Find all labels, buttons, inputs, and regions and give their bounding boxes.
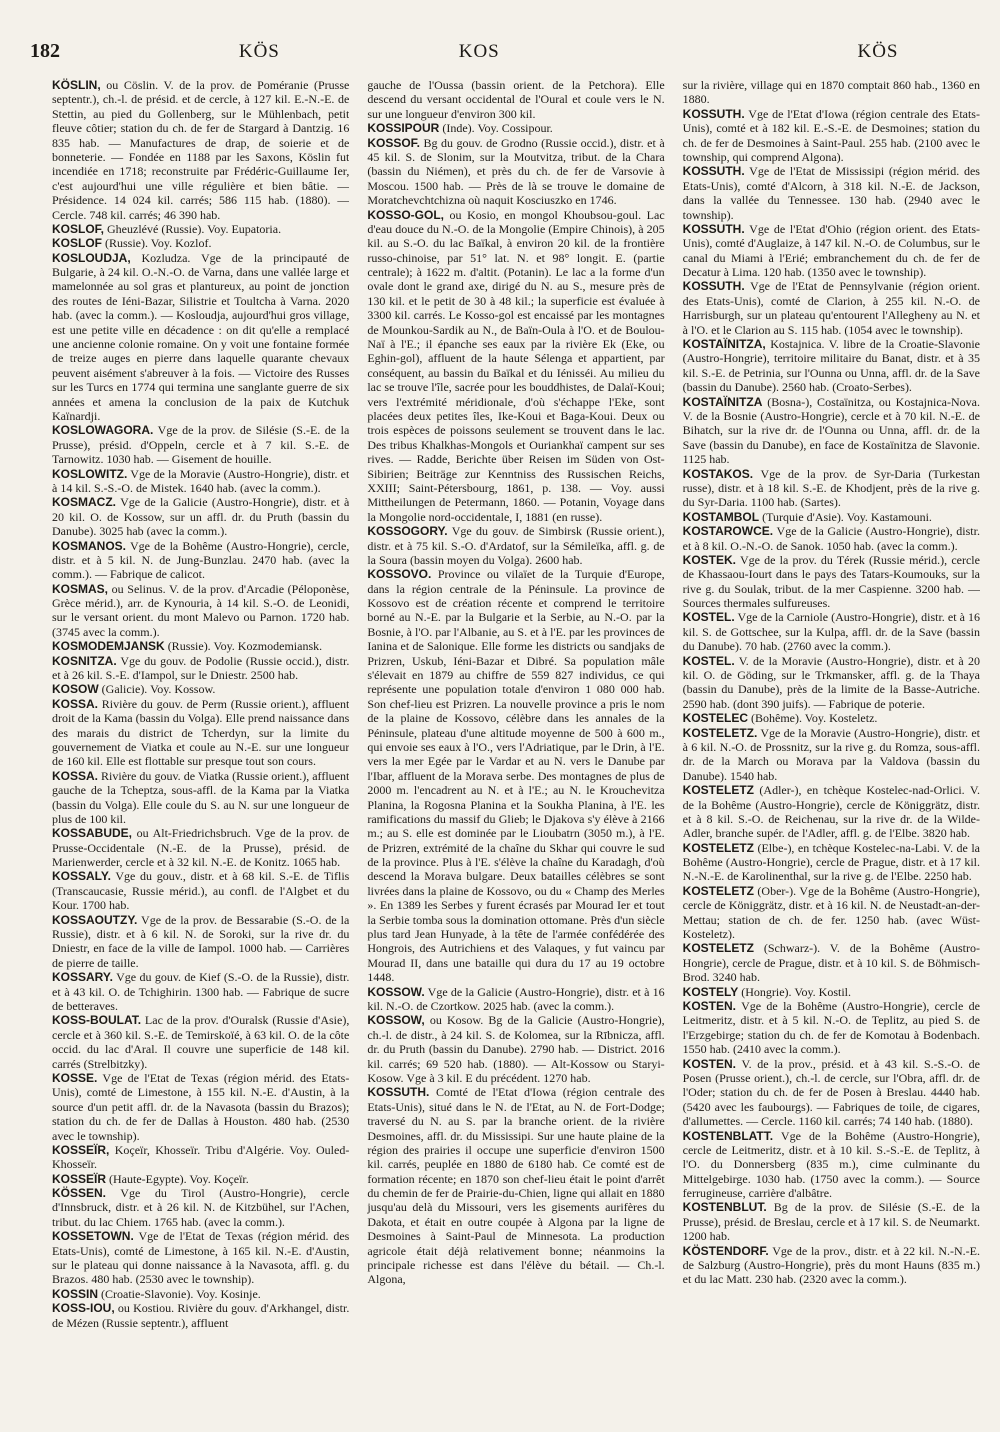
entry-headword: KOSSARY. [52, 970, 113, 985]
entry-headword: KOSSOW, [367, 1013, 425, 1028]
dictionary-entry [683, 524, 980, 553]
entry-headword: KOSLOF [52, 236, 102, 251]
entry-text: (Bosna-), Costaïnitza, ou Kostajnica-Nova. V. de la Bosnie (Austro-Hongrie), cercle et à 70 kil. N.-E. de Bihatch, sur la rive dr. de l'Ounna ou Unna, affl. dr. de la Save (bassin du Danube), en face de Kostaïnitza de Slavonie. 1125 hab. [682, 394, 980, 467]
dictionary-entry [683, 222, 980, 280]
dictionary-entry [683, 279, 980, 337]
entry-text: Vge du gouv. de Kief (S.-O. de la Russie), distr. et à 43 kil. O. de Tchighirin. 1300 hab. — Fabrique de sucre de betteraves. [52, 970, 350, 1013]
entry-text: Vge de l'Etat d'Ohio (région orient. des Etats-Unis), comté d'Auglaize, à 147 kil. N.-O. de Columbus, sur le canal du Miami à l'Erié; embranchement du ch. de fer de Decatur à Lima. 120 hab. (1350 avec le township). [682, 221, 980, 280]
dictionary-entry [367, 136, 664, 208]
dictionary-entry [52, 1172, 349, 1186]
entry-headword: KOSLOWAGORA. [52, 423, 154, 438]
entry-text: Vge de la Bohême (Austro-Hongrie), cercle, distr. et à 5 kil. N. de Jung-Bunzlau. 2470 hab. (avec la comm.). — Fabrique de calicot. [52, 538, 350, 582]
entry-headword: KOSTELETZ. [682, 725, 758, 740]
entry-headword: KOSLOWITZ. [52, 466, 128, 481]
dictionary-entry [52, 78, 349, 222]
entry-text: Vge de la Galicie (Austro-Hongrie), distr. et à 8 kil. O.-N.-O. de Sanok. 1050 hab. (avec la comm.). [682, 524, 980, 553]
entry-headword: KOSTENBLATT. [682, 1128, 774, 1143]
entry-text: (Russie). Voy. Kozlof. [102, 236, 212, 251]
column-left [52, 78, 349, 1418]
entry-headword: KOSTEK. [682, 552, 736, 567]
running-head-left: KÖS [238, 41, 280, 62]
entry-headword: KOSTELETZ [682, 840, 754, 855]
entry-headword: KOSTAÏNITZA, [682, 337, 766, 352]
entry-text: (Russie). Voy. Kozmodemiansk. [164, 639, 323, 654]
dictionary-entry [52, 697, 349, 769]
entry-text: (Ober-). Vge de la Bohême (Austro-Hongrie), cercle de Königgrätz, distr. et à 16 kil. N. de Neustadt-an-der-Mettau; station de ch. de fer. 1250 hab. (avec Wüst-Kosteletz). [682, 883, 980, 942]
entry-text: Koçeïr, Khosseïr. Tribu d'Algérie. Voy. Ouled-Khosseïr. [52, 1142, 350, 1172]
dictionary-entry [683, 1129, 980, 1201]
dictionary-entry [683, 999, 980, 1057]
running-head-right: KÖS [857, 41, 899, 62]
entry-headword: KOSTAÏNITZA [682, 394, 763, 409]
entry-headword: KOSTEL. [682, 653, 735, 668]
entry-headword: KOSTEL. [682, 610, 735, 625]
entry-text: Bg du gouv. de Grodno (Russie occid.), distr. et à 45 kil. S. de Slonim, sur la Moutvitza, tribut. de la Chara (bassin du Niémen), et près du ch. de fer de Varsovie à Moscou. 1500 hab. — Près de là se trouve le domaine de Moratchevchtchizna où naquit Kosciuszko en 1746. [367, 135, 665, 208]
dictionary-entry [52, 913, 349, 971]
entry-text: (Croatie-Slavonie). Voy. Kosinje. [98, 1286, 261, 1301]
entry-headword: KOSMACZ. [52, 495, 116, 510]
entry-text: Vge de la prov. de Bessarabie (S.-O. de la Russie), distr. et à 6 kil. N. de Soroki, sur la rive dr. du Dniestr, en face de la ville de Iampol. 1000 hab. — Carrières de pierre de taille. [52, 912, 350, 970]
entry-text: ou Alt-Friedrichsbruch. Vge de la prov. de Prusse-Occidentale (N.-E. de la Prusse), présid. de Marienwerder, cercle et à 32 kil. N.-E. de Konitz. 1065 hab. [52, 826, 350, 870]
entry-text: Kozludza. Vge de la principauté de Bulgarie, à 24 kil. O.-N.-O. de Varna, dans une vallée large et mamelonnée au sol gras et plantureux, au point de jonction des routes de Iéni-Bazar, Silistrie et Toultcha à Varna. 2020 hab. (avec la comm.). — Kosloudja, aujourd'hui gros village, est une petite ville en décadence : on dit qu'elle a remplacé une ancienne colonie romaine. On y voit une fontaine formée de treize auges en pierre dans laquelle quarante chevaux peuvent aisément s'abreuver à la fois. — Victoire des Russes sur les Turcs en 1774 qui termina une sanglante guerre de six années et amena la conclusion de la paix de Kutchuk Kaïnardji. [52, 250, 350, 423]
entry-headword: KOSNITZA. [52, 653, 117, 668]
entry-headword: KOSTELETZ [682, 941, 754, 956]
entry-headword: KOSSUTH. [682, 164, 745, 179]
dictionary-entry [683, 654, 980, 712]
entry-headword: KOSSUTH. [367, 1085, 430, 1100]
dictionary-entry [52, 423, 349, 466]
entry-text: sur la rivière, village qui en 1870 comptait 860 hab., 1360 en 1880. [682, 78, 980, 107]
dictionary-entry [683, 553, 980, 611]
dictionary-entry [367, 524, 664, 567]
dictionary-entry [52, 467, 349, 496]
entry-headword: KOSSA. [52, 696, 99, 711]
dictionary-entry [52, 582, 349, 640]
entry-headword: KOSTEN. [682, 1056, 736, 1071]
entry-headword: KOSTELEC [682, 711, 748, 726]
entry-text: (Elbe-), en tchèque Kostelec-na-Labi. V. de la Bohême (Austro-Hongrie), cercle de Prague, distr. et à 17 kil. N.-N.-E. de Karolinenthal, sur la rive g. de l'Elbe. 2250 hab. [682, 840, 980, 884]
entry-text: ou Kosow. Bg de la Galicie (Austro-Hongrie), ch.-l. de distr., à 24 kil. S. de Kolomea, sur la Rībnicza, affl. dr. du Pruth (bassin du Danube). 2790 hab. — District. 2016 kil. carrés; 69 520 hab. (1880). — Alt-Kossow ou Staryi-Kosow. Vge à 3 kil. E du précédent. 1270 hab. [367, 1013, 665, 1085]
text-columns [52, 78, 980, 1418]
entry-text: Vge de la Galicie (Austro-Hongrie), distr. et à 20 kil. O. de Kossow, sur un affl. dr. du Pruth (bassin du Danube). 3025 hab (avec la comm.). [52, 495, 350, 539]
entry-text: Vge de l'Etat de Texas (région mérid. des Etats-Unis), comté de Limestone, à 165 kil. N.-E. d'Austin, sur le plateau qui donne naissance à la Navasota, affl. g. du Brazos. 480 hab. (2530 avec le township). [52, 1229, 350, 1287]
dictionary-entry [367, 567, 664, 984]
entry-headword: KOSTELY [682, 984, 739, 999]
dictionary-entry [683, 107, 980, 165]
dictionary-entry [683, 395, 980, 467]
entry-headword: KOSSIN [52, 1286, 99, 1301]
entry-text: (Haute-Egypte). Voy. Koçeïr. [106, 1171, 249, 1186]
entry-headword: KOSS-IOU, [52, 1301, 115, 1316]
dictionary-entry [52, 682, 349, 696]
dictionary-entry [52, 1143, 349, 1172]
dictionary-entry [683, 783, 980, 841]
dictionary-entry [52, 769, 349, 827]
entry-headword: KOSSETOWN. [52, 1229, 134, 1244]
entry-headword: KOSS-BOULAT. [52, 1013, 142, 1028]
entry-headword: KOSTAMBOL [682, 509, 760, 524]
entry-text: ou Cöslin. V. de la prov. de Poméranie (Prusse septentr.), ch.-l. de présid. et de cercle, à 127 kil. E.-N.-E. de Stettin, au pied du Gollenberg, sur le Mühlenbach, petit fleuve côtier; station du ch. de fer de Stargard à Dantzig. 16 835 hab. — Manufactures de drap, de soierie et de bonneterie. — Fondée en 1188 par les Saxons, Köslin fut incendiée en 1718; reconstruite par Frédéric-Guillaume Ier, c'est aujourd'hui une ville régulière et bien bâtie. — Présidence. 14 024 kil. carrés; 586 115 hab. (1880). — Cercle. 748 kil. carrés; 46 390 hab. [52, 78, 350, 222]
dictionary-entry [683, 164, 980, 222]
entry-headword: KOSSOF. [367, 135, 421, 150]
entry-headword: KOSTELETZ [682, 783, 754, 798]
entry-text: Vge de la Galicie (Austro-Hongrie), distr. et à 16 kil. N.-O. de Czortkow. 2025 hab. (avec la comm.). [367, 984, 665, 1013]
dictionary-entry [52, 970, 349, 1013]
dictionary-entry [683, 1244, 980, 1287]
entry-text: (Schwarz-). V. de la Bohême (Austro-Hongrie), cercle de Prague, distr. et à 10 kil. S. de Böhmisch-Brod. 3240 hab. [682, 941, 980, 985]
entry-headword: KOSTELETZ [682, 883, 754, 898]
entry-headword: KOSMODEMJANSK [52, 639, 165, 654]
dictionary-entry [52, 1229, 349, 1287]
dictionary-entry [683, 467, 980, 510]
entry-text: Vge de la prov. du Térek (Russie mérid.), cercle de Khassaou-Iourt dans le pays des Tatars-Koumouks, sur la rive g. du Soulak, tribut. de la mer Caspienne. 3200 hab. — Sources thermales sulfureuses. [682, 552, 980, 611]
entry-headword: KOSTENBLUT. [682, 1200, 767, 1215]
dictionary-entry [367, 78, 664, 121]
entry-headword: KOSLOUDJA, [52, 250, 131, 265]
entry-headword: KOSSOGORY. [367, 524, 448, 539]
entry-text: ou Kosio, en mongol Khoubsou-goul. Lac d'eau douce du N.-O. de la Mongolie (Empire Chinois), à 205 kil. au S.-O. du lac Baïkal, à environ 20 kil. de la frontière russo-chinoise, par 51° lat. N. et 98° longit. E. (partie centrale); à 1622 m. d'altit. (Potanin). Le lac a la forme d'un ovale dont le grand axe, dirigé du N. au S., mesure près de 130 kil. et le petit de 30 à 48 kil.; la superficie est évaluée à 3300 kil. carrés. Le Kosso-gol est encaissé par les montagnes de Mounkou-Sardik au N., de Baïn-Oula à l'O. et de Boulou-Naï à l'E.; il épanche ses eaux par la rivière Ek (Eke, ou Eghin-gol), affluent de la haute Sélenga et appartient, par conséquent, au bassin du Baïkal et du Iénisséi. Au milieu du lac se trouve l'île, sacrée pour les bouddhistes, de Dalaï-Koui; vers l'extrémité méridionale, d'où s'échappe l'Eke, sont placées deux petites îles, Ike-Koui et Baga-Koui. Deux ou trois espèces de poissons seulement se trouvent dans le lac. Des tribus Khalkhas-Mongols et Ouriankhaï campent sur ses rives. — Radde, Berichte über Reisen im Süden von Ost-Sibirien; Beiträge zur Kenntniss des Russischen Reichs, XXIII; Saint-Pétersbourg, 1861, p. 138. — Voy. aussi Mittheilungen de Petermann, 1860. — Potanin, Voyage dans la Mongolie nord-occidentale, I, 1881 (en russe). [367, 207, 665, 524]
dictionary-entry [367, 1085, 664, 1286]
dictionary-entry [683, 1057, 980, 1129]
entry-text: Vge de la Moravie (Austro-Hongrie), distr. et à 6 kil. N.-O. de Prossnitz, sur la rive g. du Romza, sous-affl. dr. de la March ou Morava par la Valdova (bassin du Danube). 1540 hab. [682, 725, 980, 783]
entry-headword: KOSTEN. [682, 999, 736, 1013]
entry-headword: KOSSAOUTZY. [52, 912, 138, 927]
dictionary-entry [683, 941, 980, 984]
entry-text: Vge de l'Etat de Pennsylvanie (région orient. des Etats-Unis), comté de Clarion, à 255 kil. N.-O. de Harrisburgh, sur un plateau qu'entourent l'Allegheny au N. et à l'O. et le Clarion au S. 115 hab. (1054 avec le township). [682, 279, 980, 337]
dictionary-entry [683, 610, 980, 653]
entry-text: Vge de la Bohême (Austro-Hongrie), cercle de Leitmeritz, distr. et à 10 kil. S.-S.-E. de Teplitz, à l'O. du Donnersberg (835 m.), cime culminante du Mittelgebirge. 1030 hab. (1750 avec la comm.). — Source ferrugineuse, carrière d'albâtre. [682, 1128, 980, 1201]
dictionary-entry [52, 1301, 349, 1330]
column-middle [367, 78, 664, 1418]
dictionary-entry [683, 726, 980, 784]
dictionary-entry [52, 869, 349, 912]
dictionary-entry [367, 208, 664, 525]
entry-text: ou Kostiou. Rivière du gouv. d'Arkhangel, distr. de Mézen (Russie septentr.), affluent [52, 1301, 350, 1330]
dictionary-entry [52, 1186, 349, 1229]
entry-headword: KOSSEÏR [52, 1171, 107, 1186]
entry-headword: KOSTAROWCE. [682, 524, 774, 539]
entry-headword: KOSSEÏR, [52, 1142, 110, 1157]
entry-text: Vge de l'Etat de Texas (région mérid. des Etats-Unis), comté de Limestone, à 155 kil. N.-E. d'Austin, à la source d'un petit affl. dr. de la Navasota (bassin du Brazos); station du ch. de fer de Dallas à Houston. 480 hab. (2530 avec le township). [52, 1070, 350, 1143]
entry-text: (Bohême). Voy. Kosteletz. [748, 711, 878, 726]
dictionary-entry [683, 510, 980, 524]
entry-headword: KÖSLIN, [52, 78, 101, 92]
dictionary-entry [367, 121, 664, 135]
entry-text: (Galicie). Voy. Kossow. [98, 682, 216, 697]
entry-text: Bg de la prov. de Silésie (S.-E. de la Prusse), présid. de Breslau, cercle et à 17 kil. S. de Neumarkt. 1200 hab. [682, 1200, 980, 1244]
entry-text: Rivière du gouv. de Perm (Russie orient.), affluent droit de la Kama (bassin du Volga). Elle prend naissance dans des marais du district de Tcherdyn, sur la limite du gouvernement de Viatka et coule au N.-E. sur une longueur de 160 kil. Elle est flottable sur presque tout son cours. [52, 696, 350, 769]
entry-text: V. de la prov., présid. et à 43 kil. S.-S.-O. de Posen (Prusse orient.), ch.-l. de cercle, sur l'Obra, affl. dr. de l'Oder; station du ch. de fer de Posen à Breslau. 4440 hab. (5420 avec les faubourgs). — Fabriques de toile, de cigares, d'allumettes. — Cercle. 1160 kil. carrés; 74 140 hab. (1880). [682, 1056, 980, 1129]
dictionary-entry [52, 654, 349, 683]
page-header [30, 40, 970, 74]
dictionary-entry [52, 251, 349, 424]
entry-headword: KOSSIPOUR [367, 121, 440, 136]
dictionary-entry [683, 1200, 980, 1243]
entry-text: Vge de la prov. de Syr-Daria (Turkestan russe), distr. et à 18 kil. S.-E. de Khodjent, près de la rive g. du Syr-Daria. 1100 hab. (Sartes). [682, 466, 980, 510]
entry-headword: KOSSUTH. [682, 221, 745, 236]
entry-text: Vge de la Carniole (Austro-Hongrie), distr. et à 16 kil. S. de Gottschee, sur la Kulpa, affl. dr. de la Save (bassin du Danube). 70 hab. (2760 avec la comm.). [682, 610, 980, 654]
entry-text: Vge de la prov., distr. et à 22 kil. N.-N.-E. de Salzburg (Austro-Hongrie), près du mont Hauns (835 m.) et du lac Matt. 230 hab. (2320 avec la comm.). [682, 1243, 980, 1287]
running-head-center: KOS [458, 41, 500, 62]
entry-text: Vge du gouv. de Podolie (Russie occid.), distr. et à 26 kil. S.-E. d'Iampol, sur le Dniestr. 2500 hab. [52, 653, 350, 683]
dictionary-entry [367, 1013, 664, 1085]
entry-headword: KOSSUTH. [682, 106, 745, 121]
entry-text: Vge de la prov. de Silésie (S.-E. de la Prusse), présid. d'Oppeln, cercle et à 7 kil. S.-E. de Tarnowitz. 1030 hab. — Gisement de houille. [52, 423, 350, 467]
dictionary-entry [52, 639, 349, 653]
entry-text: Comté de l'Etat d'Iowa (région centrale des Etats-Unis), situé dans le N. de l'Etat, au N. de Fort-Dodge; traversé du N. au S. par la branche orient. de la rivière Desmoines, affl. dr. du Mississipi. Sur une haute plaine de la région des prairies il occupe une superficie d'environ 1500 kil. carrés, peuplée en 1880 de 6180 hab. Ce comté est de formation récente; en 1870 son chef-lieu était le point d'arrêt du chemin de fer de Prairie-du-Chien, ligne qui allait en 1880 jusqu'au delà du Missouri, vers les gisements aurifères du Dakota, et était en outre coupée à Algona par la ligne de Desmoines à Saint-Paul de Minnesota. La production agricole était déjà relativement bonne; néanmoins la principale richesse est dans l'élève du bétail. — Ch.-l. Algona, [367, 1085, 665, 1287]
entry-headword: KÖSTENDORF. [682, 1243, 769, 1258]
entry-headword: KOSSOVO. [367, 567, 432, 582]
entry-text: Vge de la Bohême (Austro-Hongrie), cercle de Leitmeritz, distr. et à 5 kil. N.-O. de Teplitz, au pied S. de l'Erzgebirge; station du ch. de fer de Komotau à Bodenbach. 1550 hab. (2410 avec la comm.). [682, 999, 980, 1057]
entry-text: (Adler-), en tchèque Kostelec-nad-Orlici. V. de la Bohême (Austro-Hongrie), cercle de Königgrätz, distr. et à 8 kil. S.-O. de Reichenau, sur la rive dr. de la Wilde-Adler, branche supér. de l'Adler, affl. g. de l'Elbe. 3820 hab. [682, 783, 980, 841]
entry-text: Vge de l'Etat de Mississipi (région mérid. des Etats-Unis), comté d'Alcorn, à 318 kil. N.-E. de Jackson, dans la vallée du Tennessee. 130 hab. (2940 avec le township). [682, 164, 980, 222]
dictionary-entry [683, 985, 980, 999]
entry-headword: KOSOW [52, 682, 99, 697]
entry-headword: KOSSA. [52, 768, 99, 783]
entry-text: V. de la Moravie (Austro-Hongrie), distr. et à 20 kil. O. de Göding, sur le Trkmansker, affl. g. de la Thaya (bassin du Danube), près de la limite de la Basse-Autriche. 2590 hab. (dont 390 juifs). — Fabrique de poterie. [682, 653, 980, 711]
entry-text: Lac de la prov. d'Ouralsk (Russie d'Asie), cercle et à 360 kil. S.-E. de Temirskoïé, à 63 kil. O. de la côte occid. du lac d'Aral. Il couvre une superficie de 148 kil. carrés (Strelbitzky). [52, 1013, 350, 1071]
entry-text: Kostajnica. V. libre de la Croatie-Slavonie (Austro-Hongrie), territoire militaire du Banat, distr. et à 35 kil. S.-E. de Petrinia, sur l'Ounna ou Unna, affl. dr. de la Save (bassin du Danube). 2560 hab. (Croato-Serbes). [682, 337, 980, 395]
entry-text: gauche de l'Oussa (bassin orient. de la Petchora). Elle descend du versant occidental de l'Oural et coule vers le N. sur une longueur d'environ 300 kil. [367, 78, 665, 121]
entry-headword: KOSSALY. [52, 869, 111, 884]
dictionary-entry [683, 841, 980, 884]
entry-headword: KOSMANOS. [52, 538, 127, 553]
page-number: 182 [30, 40, 60, 62]
dictionary-entry [52, 1287, 349, 1301]
dictionary-entry [52, 539, 349, 582]
entry-headword: KOSSE. [52, 1070, 98, 1085]
dictionary-entry [52, 826, 349, 869]
entry-text: Gheuzlévé (Russie). Voy. Eupatoria. [104, 221, 282, 236]
entry-headword: KÖSSEN. [52, 1186, 107, 1201]
entry-headword: KOSLOF, [52, 221, 105, 236]
entry-headword: KOSSUTH. [682, 279, 745, 294]
dictionary-entry [683, 711, 980, 725]
entry-text: Vge de la Moravie (Austro-Hongrie), distr. et à 14 kil. S.-S.-O. de Mistek. 1640 hab. (avec la comm.). [52, 466, 350, 495]
entry-text: Rivière du gouv. de Viatka (Russie orient.), affluent gauche de la Tcheptza, sous-affl. de la Kama par la Viatka (bassin du Volga). Elle coule du S. au N. sur une longueur de plus de 100 kil. [52, 768, 350, 826]
entry-text: (Inde). Voy. Cossipour. [439, 121, 553, 136]
entry-text: (Hongrie). Voy. Kostil. [738, 984, 852, 999]
entry-text: Vge du Tirol (Austro-Hongrie), cercle d'Innsbruck, distr. et à 26 kil. N. de Kitzbühel, sur l'Achen, tribut. du lac Chiem. 1765 hab. (avec la comm.). [52, 1186, 350, 1229]
dictionary-entry [52, 495, 349, 538]
dictionary-entry [52, 1013, 349, 1071]
entry-headword: KOSSO-GOL, [367, 207, 444, 222]
entry-headword: KOSSABUDE, [52, 826, 133, 841]
entry-headword: KOSSOW. [367, 984, 425, 999]
column-right [683, 78, 980, 1418]
entry-text: Vge de l'Etat d'Iowa (région centrale des Etats-Unis), comté et à 182 kil. E.-S.-E. de Desmoines; station du ch. de fer de Desmoines à Saint-Paul. 255 hab. (2100 avec le township, qui comprend Algona). [682, 106, 980, 164]
entry-headword: KOSMAS, [52, 581, 109, 596]
dictionary-entry [683, 884, 980, 942]
dictionary-entry [683, 78, 980, 107]
dictionary-entry [52, 222, 349, 236]
entry-text: (Turquie d'Asie). Voy. Kastamouni. [759, 509, 932, 524]
dictionary-entry [683, 337, 980, 395]
entry-headword: KOSTAKOS. [682, 466, 754, 481]
entry-text: ou Selinus. V. de la prov. d'Arcadie (Péloponèse, Grèce mérid.), arr. de Kynouria, à 14 kil. S.-O. de Leonidi, sur le versant orient. du mont Malevo ou Parnon. 1720 hab. (3745 avec la comm.). [52, 581, 350, 639]
dictionary-entry [52, 1071, 349, 1143]
entry-text: Province ou vilaïet de la Turquie d'Europe, dans la région centrale de la Péninsule. La province de Kossovo est de création récente et comprend le territoire borné au N.-E. par la Bulgarie et la Serbie, au N.-O. par la Bosnie, à l'O. par l'Albanie, au S. et à l'E. par les provinces de Ianina et de Salonique. Elle forme les districts ou sandjaks de Prizren, Uskub, Iéni-Bazar et Dibré. Sa population mâle s'élevait en 1879 au chiffre de 559 827 individus, ce qui représente une population totale d'environ 1 080 000 hab. Son chef-lieu est Prizren. La nouvelle province a pris le nom de la plaine de Kossovo, célèbre dans les annales de la Péninsule, plateau d'une altitude moyenne de 500 à 600 m., qui envoie ses eaux à l'O., vers l'Adriatique, par le Drin, à l'E. vers la mer Egée par le Vardar et au N. vers le Danube par l'Ibar, affluent de la Morava serbe. Des montagnes de plus de 2000 m. l'encadrent au N. et à l'E.; au N. le Krouchevitza Planina, la Rogosna Planina et la Soukha Planina, à l'E. les ramifications du massif du Glieb; le Djakova s'y élève à 2166 m.; au S. elle est dominée par le Lioubatrn (3050 m.), à l'E. de Prizren, extrémité de la chaîne du Skhar qui couvre le sud de la province. Plus à l'E. s'élève la chaîne du Karadagh, d'où descend la Morava bulgare. Deux batailles célèbres se sont livrées dans la plaine de Kossovo, ou du « Champ des Merles ». En 1389 les Serbes y furent écrasés par Mourad Ier et tout la Serbie tomba sous la domination ottomane. Près d'un siècle plus tard Jean Hunyade, à la tête de l'armée confédérée des Hongrois, des Autrichiens et des Valaques, y fut vaincu par Mourad II, dans une bataille qui dura du 17 au 19 octobre 1448. [367, 567, 665, 985]
dictionary-entry [52, 236, 349, 250]
dictionary-entry [367, 985, 664, 1014]
entry-text: Vge du gouv. de Simbirsk (Russie orient.), distr. et à 75 kil. S.-O. d'Ardatof, sur la Sémileïka, affl. g. de la Soura (bassin moyen du Volga). 2600 hab. [367, 524, 665, 567]
entry-text: Vge du gouv., distr. et à 68 kil. S.-E. de Tiflis (Transcaucasie, Russie mérid.), au confl. de l'Algbet et du Kour. 1700 hab. [52, 869, 350, 913]
